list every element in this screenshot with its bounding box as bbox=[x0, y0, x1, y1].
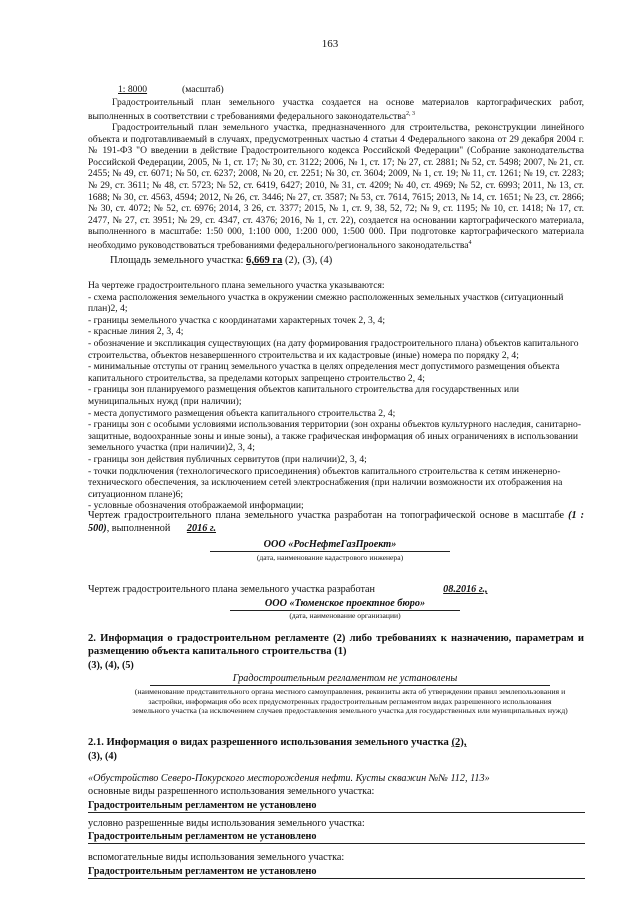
drawing-item: - красные линия 2, 3, 4; bbox=[88, 326, 184, 338]
developed-caption: (дата, наименование организации) bbox=[289, 611, 401, 620]
area-value: 6,669 га bbox=[246, 255, 283, 266]
drawing-item: - границы зон с особыми условиями использования территории (зон охраны объектов культурного наследия, санитарно-защитные, водоохранные зоны и иные зоны), а также графическая информация об иных ограничениях в использовании земельного участка (при наличии)2, 3, 4; bbox=[88, 419, 582, 454]
main-use-value: Градостроительным регламентом не установлено bbox=[88, 800, 317, 811]
section-21-title bbox=[88, 737, 466, 748]
drawing-item: - минимальные отступы от границ земельного участка в целях определения мест допустимого размещения объекта капитального строительства, за пределами которых запрещено строительство 2, 4; bbox=[88, 361, 560, 384]
drawing-item: - границы зон действия публичных сервитутов (при наличии)2, 3, 4; bbox=[88, 453, 367, 465]
main-use-label: основные виды разрешенного использования земельного участка: bbox=[88, 786, 375, 797]
scale-value: 1: 8000 bbox=[118, 84, 148, 95]
page-number: 163 bbox=[321, 38, 339, 50]
topo-org: ООО «РосНефтеГазПроект» bbox=[263, 539, 397, 550]
drawing-item: - границы зон планируемого размещения объектов капитального строительства для государственных или муниципальных нужд (при наличии); bbox=[88, 384, 520, 407]
footnote-ref: 2, 3 bbox=[405, 110, 415, 117]
intro-paragraph-1 bbox=[88, 97, 584, 122]
section-2-title: 2. Информация о градостроительном регламенте (2) либо требованиях к назначению, параметрам и размещению объекта капитального строительства (1) bbox=[88, 633, 584, 657]
section-2-caption: (наименование представительного органа местного самоуправления, реквизиты акта об утверждении правил землепользования и застройки, информация обо всех предусмотренных градостроительным регламентом видах разрешенного использования земельного участка (за исключением случаев предоставления земельного участка для государственных или муниципальных нужд) bbox=[132, 687, 568, 716]
conditional-use-label: условно разрешенные виды использования земельного участка: bbox=[88, 818, 365, 829]
developed-date: 08.2016 г., bbox=[443, 584, 488, 595]
auxiliary-use-label: вспомогательные виды использования земельного участка: bbox=[88, 852, 345, 863]
object-name: «Обустройство Северо-Покурского месторождения нефти. Кусты скважин №№ 112, 113» bbox=[88, 773, 490, 784]
section-21-refs: (3), (4) bbox=[88, 751, 117, 762]
developed-line bbox=[88, 584, 488, 596]
section-2-value: Градостроительным регламентом не установлены bbox=[232, 673, 458, 684]
area-line bbox=[110, 255, 332, 267]
drawing-item: - места допустимого размещения объекта капитального строительства 2, 4; bbox=[88, 407, 396, 419]
intro-text-1: Градостроительный план земельного участка создается на основе материалов картографических работ, выполненных в соответствии с требованиями федерального законодательства bbox=[88, 97, 584, 122]
area-label: Площадь земельного участка: bbox=[110, 255, 244, 266]
conditional-use-value: Градостроительным регламентом не установлено bbox=[88, 831, 317, 842]
intro-paragraph-2 bbox=[88, 122, 584, 252]
topo-paragraph bbox=[88, 510, 584, 535]
section-2-refs: (3), (4), (5) bbox=[88, 660, 134, 671]
section-21-title-ref: (2), bbox=[451, 737, 467, 748]
drawing-item: - точки подключения (технологического присоединения) объектов капитального строительства к сетям инженерно-технического обеспечения, за исключением сетей электроснабжения (при наличии возможности их отображения на ситуационном плане)6; bbox=[88, 465, 563, 500]
developed-text: Чертеж градостроительного плана земельного участка разработан bbox=[88, 584, 375, 595]
scale-line bbox=[118, 84, 224, 96]
developed-org: ООО «Тюменское проектное бюро» bbox=[264, 598, 426, 609]
topo-scale: (1 : 500) bbox=[88, 510, 585, 534]
drawing-item: - границы земельного участка с координатами характерных точек 2, 3, 4; bbox=[88, 314, 386, 326]
drawing-list bbox=[88, 280, 584, 512]
drawing-item: - схема расположения земельного участка в окружении смежно расположенных земельных участков (ситуационный план)2, 4; bbox=[88, 291, 564, 315]
topo-text-b: , выполненной bbox=[106, 522, 171, 534]
auxiliary-use-value: Градостроительным регламентом не установлено bbox=[88, 866, 317, 877]
area-refs: (2), (3), (4) bbox=[285, 255, 333, 266]
scale-label: (масштаб) bbox=[182, 84, 224, 95]
drawing-item: - обозначение и экспликация существующих (на дату формирования градостроительного плана) объектов капитального строительства, объектов незавершенного строительства и их кадастровые (иные) номера по порядку 2, 4; bbox=[88, 337, 579, 361]
topo-year: 2016 г. bbox=[186, 522, 217, 534]
topo-text: Чертеж градостроительного плана земельного участка разработан на топографической основе в масштабе bbox=[88, 510, 565, 521]
section-21-title-text: 2.1. Информация о видах разрешенного использования земельного участка bbox=[88, 737, 449, 748]
intro-text-2: Градостроительный план земельного участка, предназначенного для строительства, реконструкции линейного объекта и подготавливаемый в случаях, предусмотренных частью 4 статьи 4 Федерального закона от 29 декабря 2004 г. № 191-ФЗ "О введении в действие Градостроительного кодекса Российской Федерации" (Собрание законодательства Российской Федерации, 2005, № 1, ст. 17; № 30, ст. 3122; 2006, № 1, ст. 17; № 27, ст. 2881; № 52, ст. 5498; 2007, № 21, ст. 2455; № 49, ст. 6071; № 50, ст. 6237; 2008, № 20, ст. 2251; № 30, ст. 3604; 2009, № 1, ст. 19; № 11, ст. 1261; № 19, ст. 2283; № 29, ст. 3611; № 48, ст. 5723; № 52, ст. 6419, 6427; 2010, № 31, ст. 4209; № 40, ст. 4969; № 52, ст. 6993; 2011, № 13, ст. 1688; № 30, ст. 4563, 4594; 2012, № 26, ст. 3446; № 27, ст. 3587; № 53, ст. 7614, 7615; 2013, № 14, ст. 1651; № 23, ст. 2866; № 30, ст. 4072; № 52, ст. 6976; 2014, 3 26, ст. 3377; 2015, № 1, ст. 9, 38, 52, 72; № 9, ст. 1195; № 10, ст. 1418; № 17, ст. 2477, № 27, ст. 3951; № 29, ст. 4347, ст. 4376; 2016, № 1, ст. 22), создается на основании картографического материала, выполненного в масштабе: 1:50 000, 1:100 000, 1:200 000, 1:500 000. При подготовке картографического материала необходимо руководствоваться требованиями федерального/регионального законодательства bbox=[88, 122, 584, 252]
topo-caption: (дата, наименование кадастрового инженера) bbox=[256, 553, 404, 562]
drawing-intro: На чертеже градостроительного плана земельного участка указываются: bbox=[88, 280, 385, 291]
drawing-item: - условные обозначения отображаемой информации; bbox=[88, 500, 304, 512]
footnote-ref: 4 bbox=[468, 239, 472, 246]
